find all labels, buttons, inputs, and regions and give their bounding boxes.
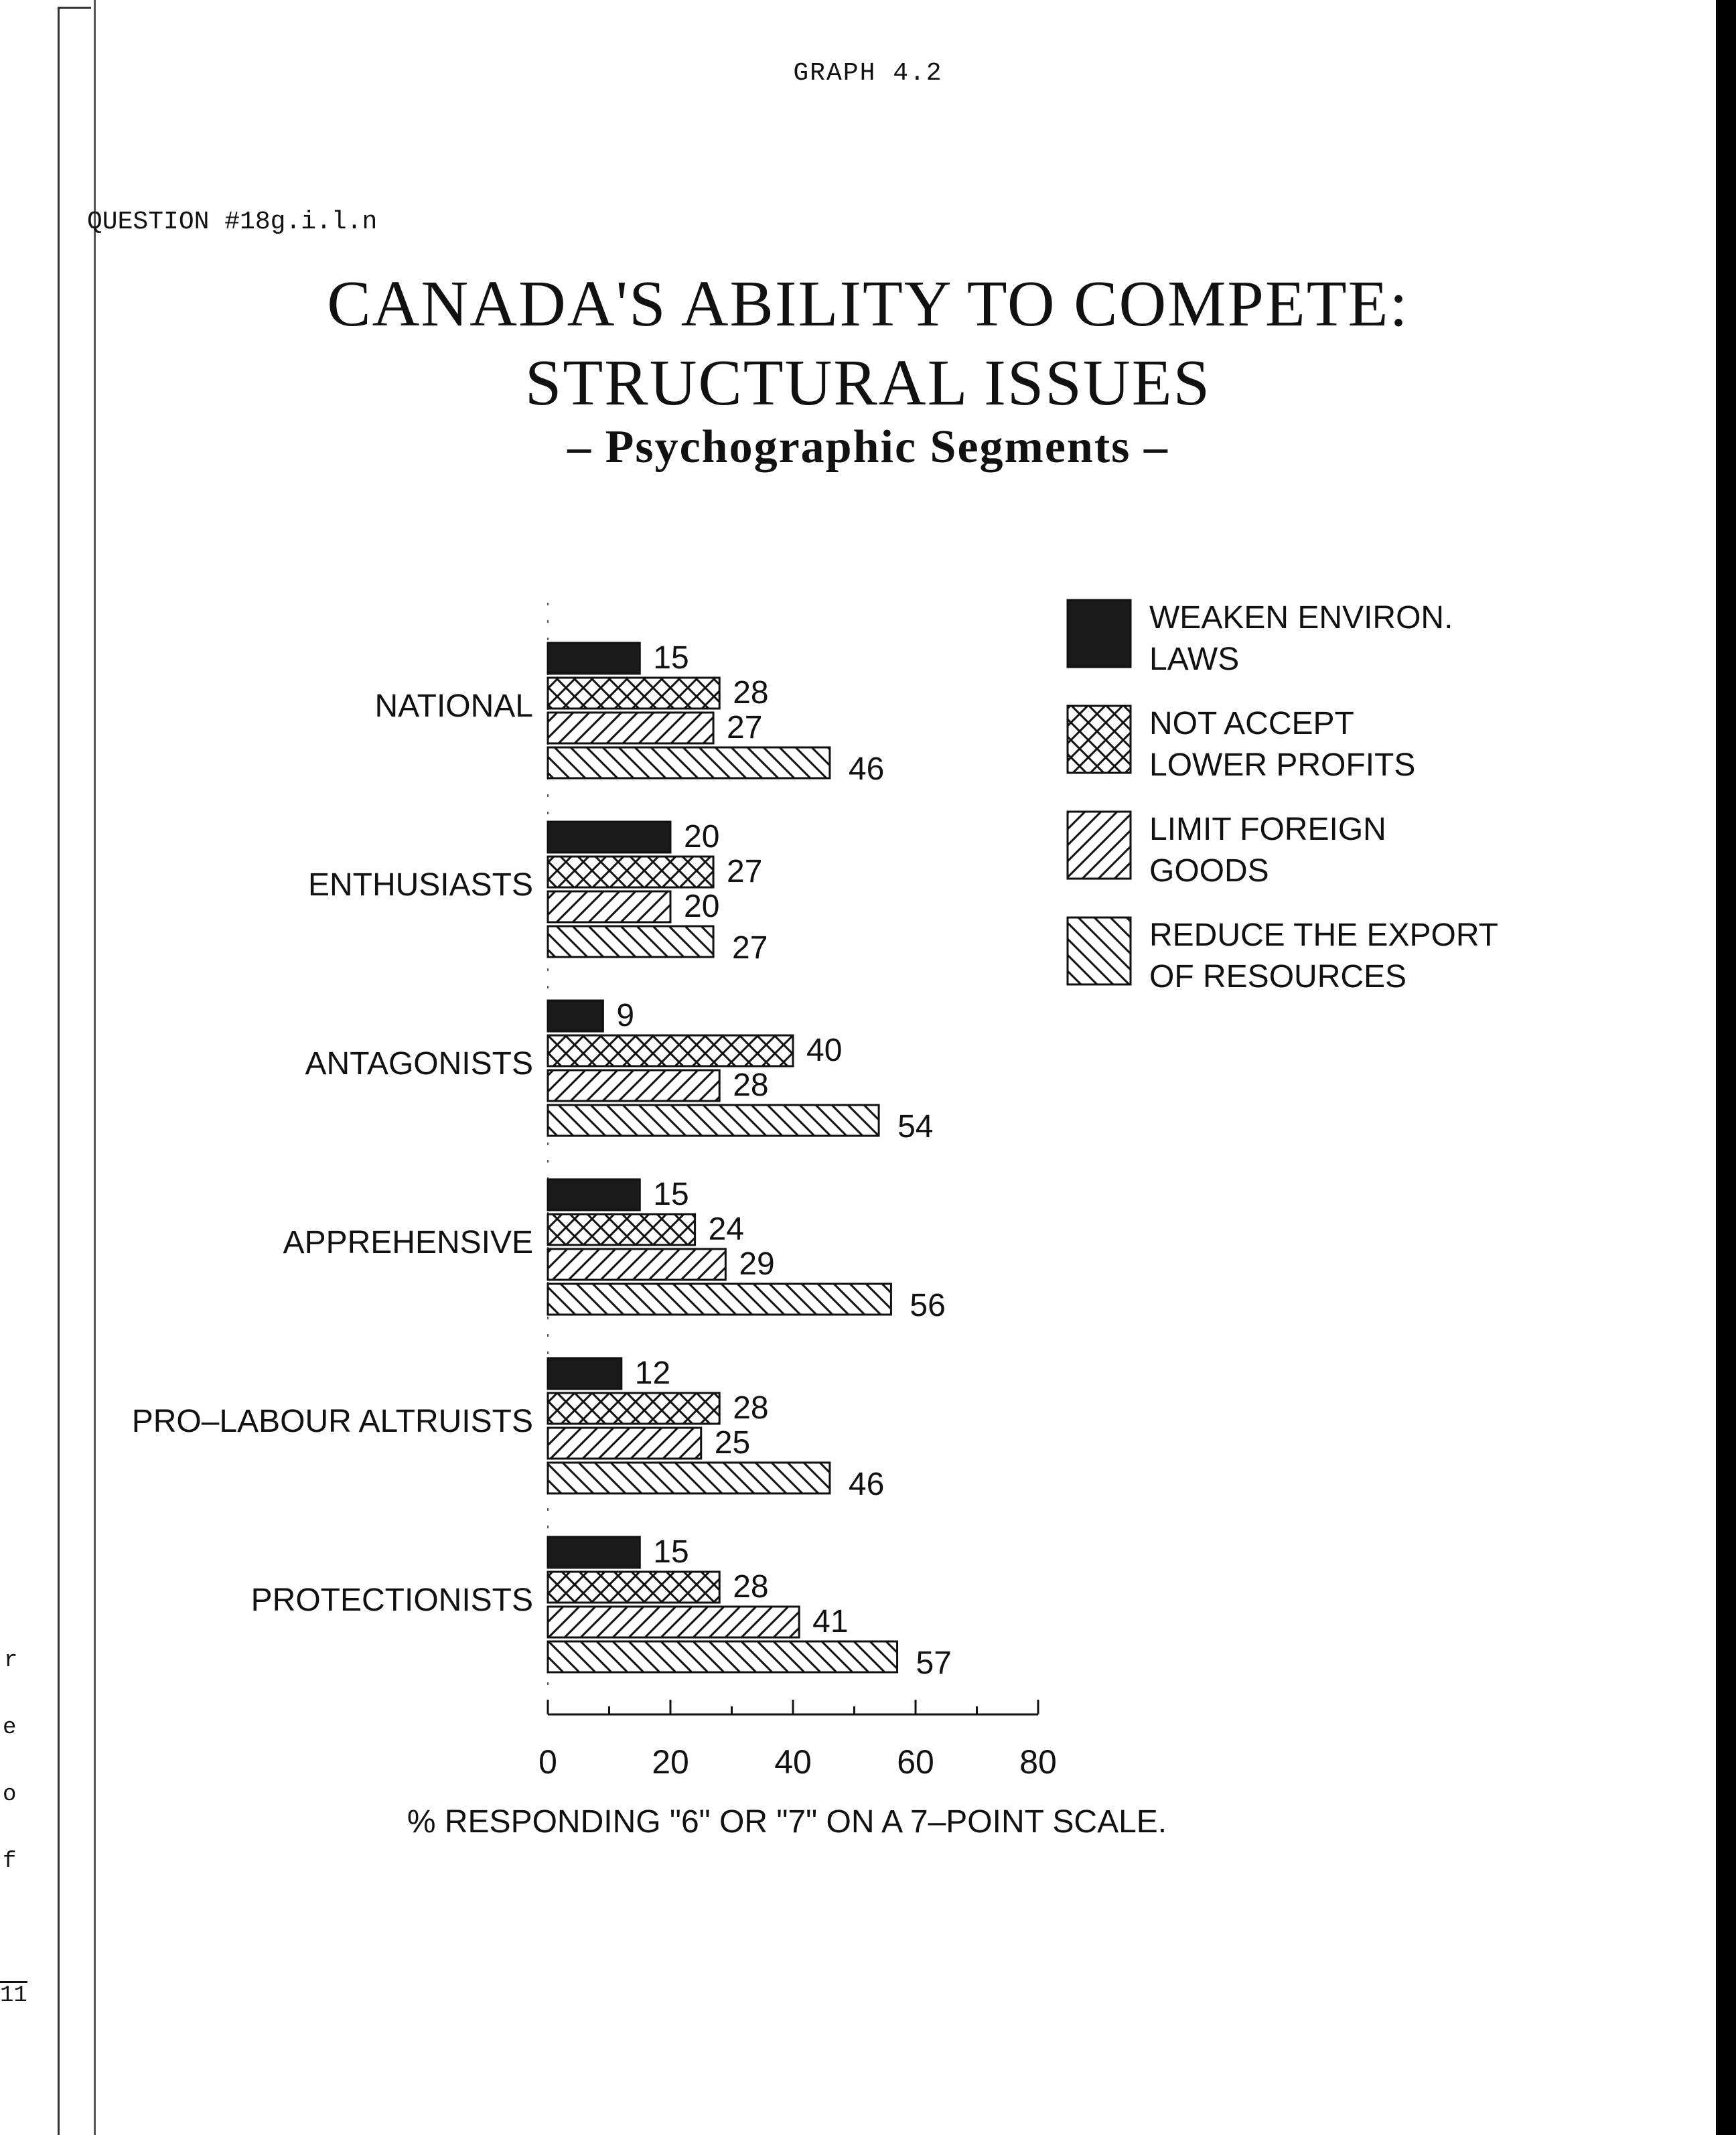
data-label: 12 <box>634 1355 671 1391</box>
legend-label: LOWER PROFITS <box>1149 747 1416 783</box>
data-label: 15 <box>653 640 689 676</box>
bar <box>548 1070 719 1101</box>
bar <box>548 747 830 778</box>
data-label: 9 <box>616 998 635 1033</box>
bar <box>548 1358 622 1389</box>
data-label: 46 <box>848 1467 885 1502</box>
data-label: 28 <box>733 1390 769 1426</box>
x-tick-label: 80 <box>1019 1743 1057 1781</box>
data-label: 15 <box>653 1177 689 1212</box>
plot-area <box>132 603 1167 1840</box>
bar <box>548 1393 719 1424</box>
data-label: 25 <box>714 1425 751 1461</box>
legend-swatch <box>1068 812 1131 879</box>
legend-label: NOT ACCEPT <box>1149 706 1354 741</box>
data-label: 27 <box>732 930 768 966</box>
data-label: 46 <box>848 751 885 787</box>
bar <box>548 1001 603 1031</box>
data-label: 40 <box>806 1033 843 1068</box>
data-label: 24 <box>708 1211 744 1247</box>
category-label: PROTECTIONISTS <box>250 1582 533 1618</box>
margin-fragment: o <box>3 1782 17 1808</box>
bar <box>548 1284 891 1315</box>
question-reference: QUESTION #18g.i.l.n <box>87 208 378 236</box>
legend-swatch <box>1068 917 1131 984</box>
legend-label: REDUCE THE EXPORT <box>1149 917 1498 953</box>
legend-label: GOODS <box>1149 853 1269 889</box>
legend-label: OF RESOURCES <box>1149 959 1407 995</box>
data-label: 15 <box>653 1534 689 1570</box>
bar <box>548 822 670 853</box>
chart-title-line2: STRUCTURAL ISSUES <box>524 347 1212 419</box>
x-axis-label: % RESPONDING "6" OR "7" ON A 7–POINT SCALE. <box>407 1804 1167 1840</box>
x-tick-label: 60 <box>897 1743 934 1781</box>
legend-label: WEAKEN ENVIRON. <box>1149 600 1453 636</box>
bar <box>548 1035 793 1066</box>
category-label: ENTHUSIASTS <box>307 867 533 903</box>
legend-swatch <box>1068 600 1131 667</box>
category-label: APPREHENSIVE <box>283 1225 533 1260</box>
bar <box>548 891 670 922</box>
data-label: 54 <box>897 1109 934 1145</box>
bar <box>548 1537 640 1568</box>
chart-title-line1: CANADA'S ABILITY TO COMPETE: <box>327 268 1409 340</box>
data-label: 57 <box>916 1645 952 1681</box>
margin-fragment: f <box>3 1849 17 1874</box>
bar <box>548 1214 695 1245</box>
bar <box>548 1105 879 1136</box>
data-label: 56 <box>910 1288 946 1323</box>
x-tick-label: 40 <box>774 1743 812 1781</box>
bar <box>548 1428 701 1459</box>
margin-fragment: 11 <box>0 1983 27 2008</box>
x-tick-label: 0 <box>538 1743 557 1781</box>
data-label: 27 <box>727 710 763 745</box>
graph-label: GRAPH 4.2 <box>793 59 943 88</box>
bar <box>548 643 640 674</box>
bar <box>548 1572 719 1603</box>
data-label: 28 <box>733 675 769 711</box>
data-label: 41 <box>812 1604 849 1639</box>
bar <box>548 1179 640 1210</box>
data-label: 27 <box>727 854 763 889</box>
data-label: 28 <box>733 1569 769 1605</box>
data-label: 20 <box>684 889 720 924</box>
legend-swatch <box>1068 706 1131 773</box>
x-tick-label: 20 <box>652 1743 689 1781</box>
legend-label: LAWS <box>1149 642 1240 677</box>
bar <box>548 1249 725 1280</box>
data-label: 20 <box>684 819 720 855</box>
bar <box>548 713 713 743</box>
legend-label: LIMIT FOREIGN <box>1149 812 1386 847</box>
data-label: 28 <box>733 1068 769 1103</box>
category-label: ANTAGONISTS <box>305 1046 533 1082</box>
bar <box>548 1641 897 1672</box>
bar <box>548 926 713 957</box>
bar <box>548 1463 830 1493</box>
bar <box>548 678 719 709</box>
bar <box>548 1607 799 1637</box>
chart-subtitle: – Psychographic Segments – <box>567 421 1169 473</box>
legend <box>1068 600 1498 995</box>
margin-fragment: e <box>3 1715 17 1741</box>
bar <box>548 857 713 887</box>
margin-fragment: r <box>4 1648 18 1674</box>
category-label: PRO–LABOUR ALTRUISTS <box>131 1404 533 1439</box>
category-label: NATIONAL <box>374 688 533 724</box>
data-label: 29 <box>739 1246 775 1282</box>
